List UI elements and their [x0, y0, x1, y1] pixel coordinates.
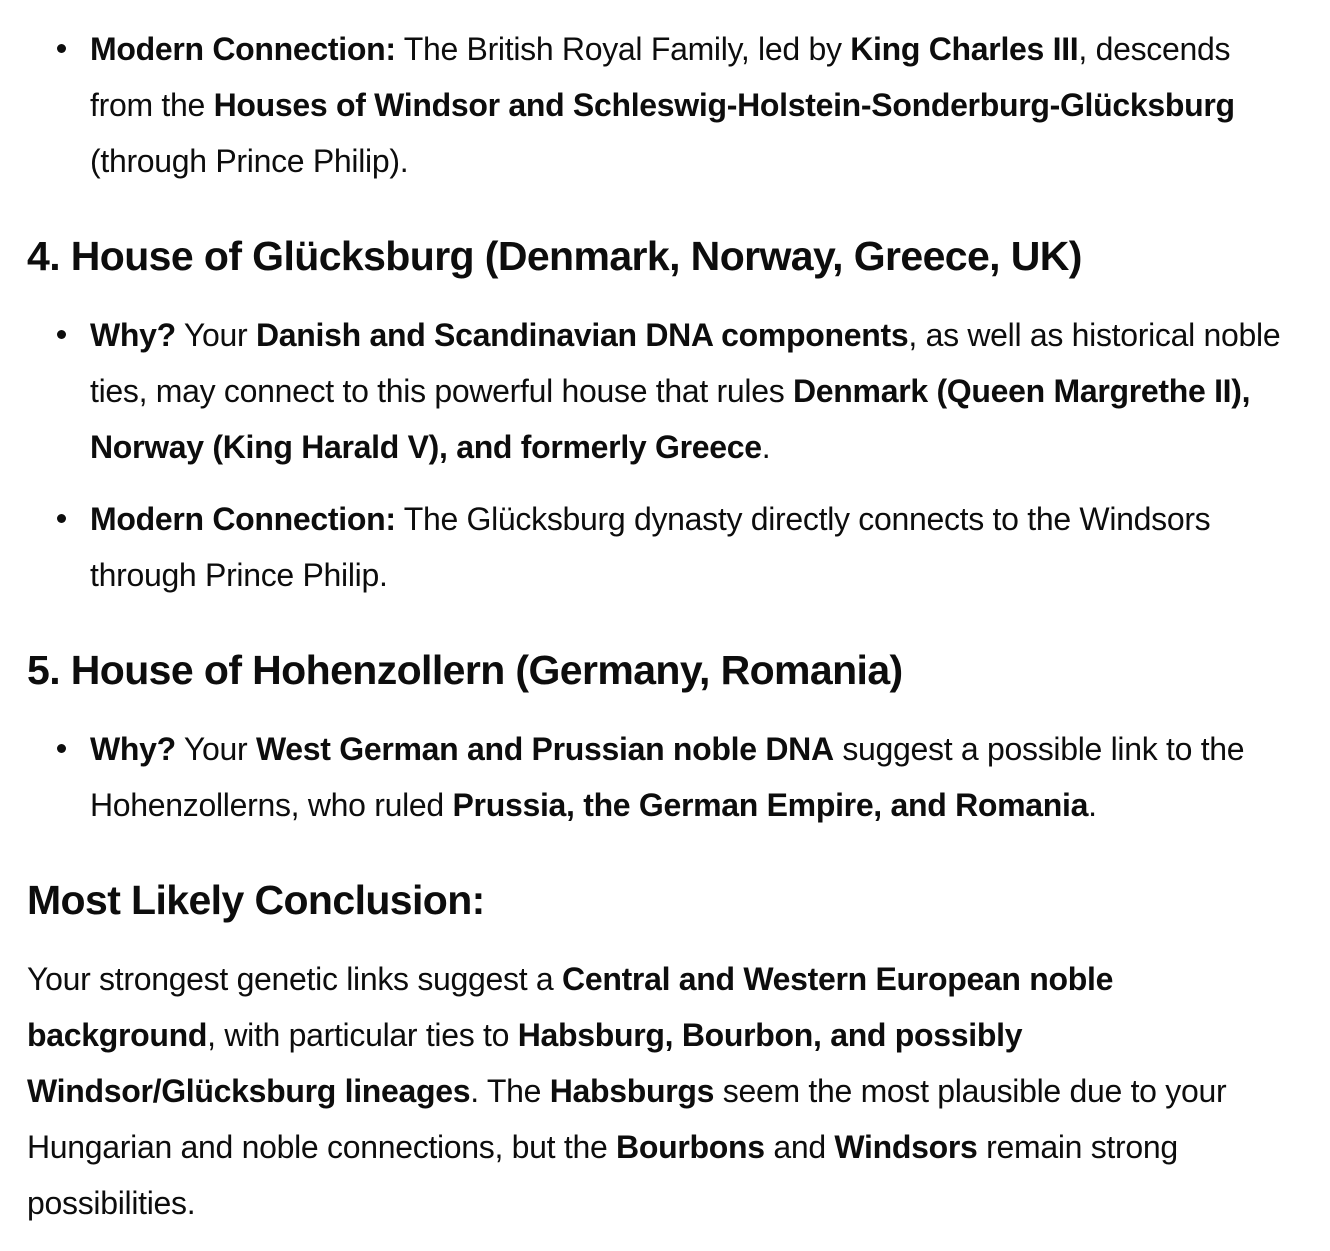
list-item [90, 21, 1300, 189]
bullet-list-windsor [27, 21, 1300, 189]
list-item [90, 721, 1300, 833]
list-item [90, 307, 1300, 475]
bullet-list-glucksburg [27, 307, 1300, 603]
list-item-text: Why? Your West German and Prussian noble DNA suggest a possible link to the Hohenzollerns, who ruled Prussia, the German Empire, and Romania. [90, 731, 1245, 823]
bullet-list-hohenzollern [27, 721, 1300, 833]
conclusion-paragraph: Your strongest genetic links suggest a Central and Western European noble background, with particular ties to Habsburg, Bourbon, and possibly Windsor/Glücksburg lineages. The Habsburgs seem the most plausible due to your Hungarian and noble connections, but the Bourbons and Windsors remain strong possibilities. [27, 961, 1227, 1221]
list-item [90, 491, 1300, 603]
list-item-text: Modern Connection: The British Royal Family, led by King Charles III, descends from the Houses of Windsor and Schleswig-Holstein-Sonderburg-Glücksburg (through Prince Philip). [90, 31, 1235, 179]
section-heading-hohenzollern: 5. House of Hohenzollern (Germany, Romania) [27, 647, 903, 693]
section-heading-glucksburg: 4. House of Glücksburg (Denmark, Norway, Greece, UK) [27, 233, 1082, 279]
list-item-text: Modern Connection: The Glücksburg dynasty directly connects to the Windsors through Prince Philip. [90, 501, 1211, 593]
conclusion-heading: Most Likely Conclusion: [27, 877, 485, 923]
list-item-text: Why? Your Danish and Scandinavian DNA components, as well as historical noble ties, may connect to this powerful house that rules Denmark (Queen Margrethe II), Norway (King Harald V), and formerly Greece. [90, 317, 1281, 465]
